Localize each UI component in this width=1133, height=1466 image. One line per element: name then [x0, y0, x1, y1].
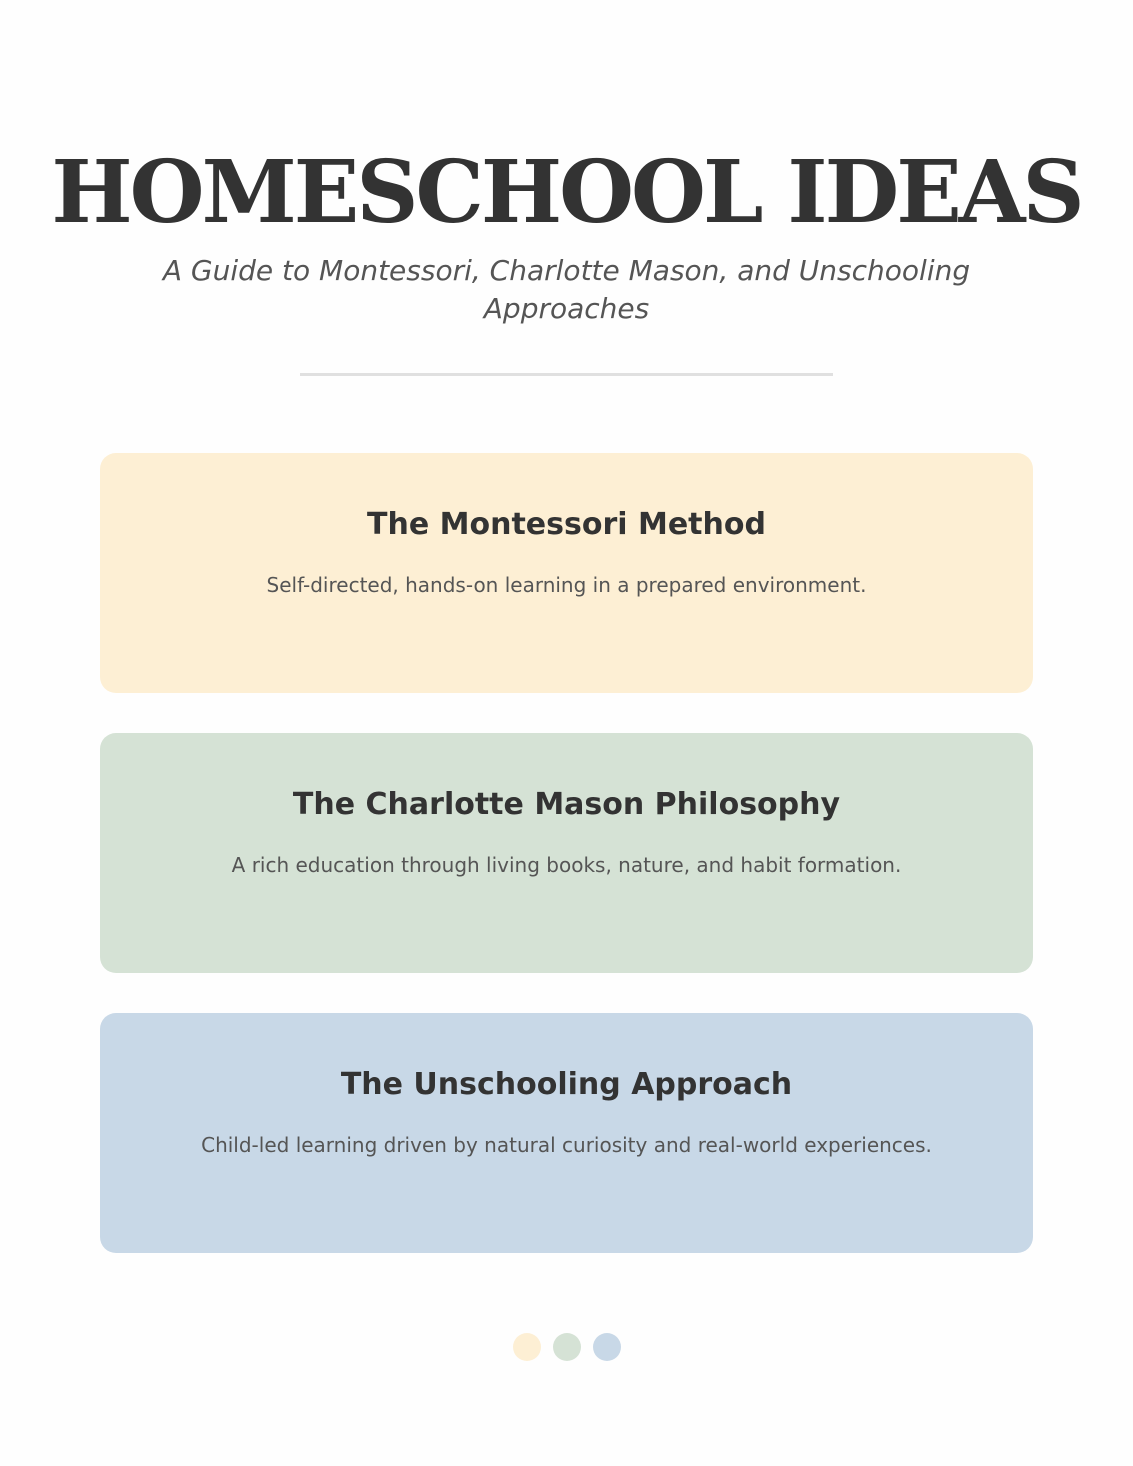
- header-divider: [300, 373, 833, 376]
- dot-unschooling: [593, 1333, 621, 1361]
- card-heading: The Unschooling Approach: [340, 1067, 793, 1102]
- page-subtitle: A Guide to Montessori, Charlotte Mason, and Unschooling Approaches: [162, 254, 971, 325]
- card-heading: The Charlotte Mason Philosophy: [292, 787, 841, 822]
- card-unschooling: [100, 1013, 1033, 1253]
- card-description: A rich education through living books, nature, and habit formation.: [231, 853, 902, 877]
- color-dots: [0, 1333, 1133, 1361]
- card-description: Child-led learning driven by natural curiosity and real-world experiences.: [201, 1133, 932, 1157]
- card-charlotte-mason: [100, 733, 1033, 973]
- page-title: HOMESCHOOL IDEAS: [51, 142, 1082, 243]
- dot-montessori: [513, 1333, 541, 1361]
- card-description: Self-directed, hands-on learning in a prepared environment.: [266, 573, 867, 597]
- dot-charlotte-mason: [553, 1333, 581, 1361]
- card-heading: The Montessori Method: [367, 507, 766, 542]
- card-montessori: [100, 453, 1033, 693]
